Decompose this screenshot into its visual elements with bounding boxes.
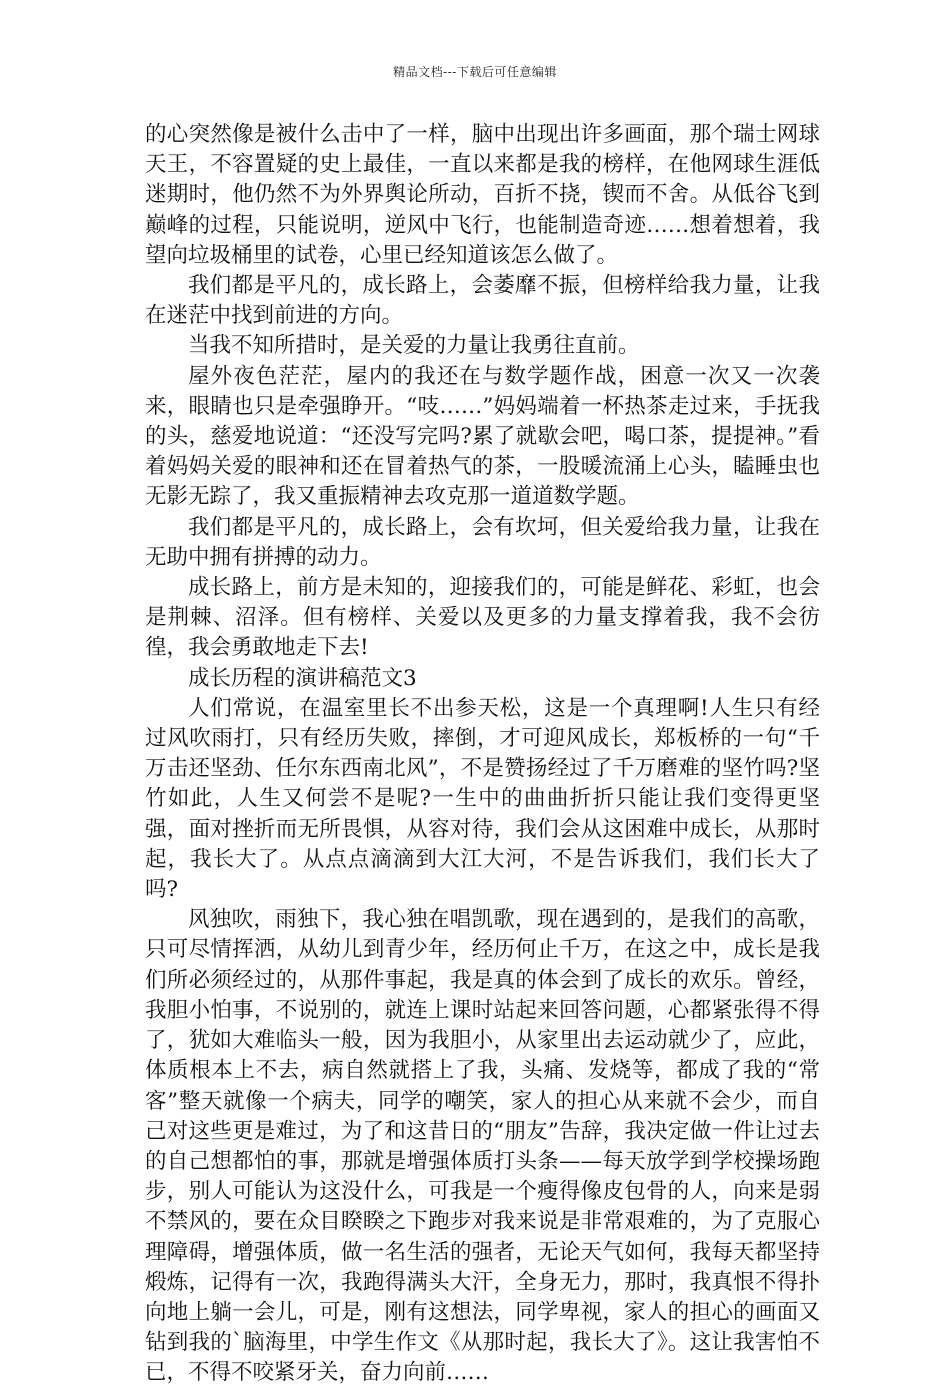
section-heading: 成长历程的演讲稿范文3 bbox=[188, 665, 417, 691]
paragraph: 风独吹，雨独下，我心独在唱凯歌，现在遇到的，是我们的高歌，只可尽情挥洒，从幼儿到青少年，经历何止千万，在这之中，成长是我们所必须经过的，从那件事起，我是真的体会到了成长的欢乐。曾经，我胆小怕事，不说别的，就连上课时站起来回答问题，心都紧张得不得了，犹如大难临头一般，因为我胆小，从家里出去运动就少了，应此，体质根本上不去，病自然就搭上了我，头痛、发烧等，都成了我的“常客”整天就像一个病夫，同学的嘲笑，家人的担心从来就不会少，而自己对这些更是难过，为了和这昔日的“朋友”告辞，我决定做一件让过去的自己想都怕的事，那就是增强体质打头条——每天放学到学校操场跑步，别人可能认为这没什么，可我是一个瘦得像皮包骨的人，向来是弱不禁风的，要在众目睽睽之下跑步对我来说是非常艰难的，为了克服心理障碍，增强体质，做一名生活的强者，无论天气如何，我每天都坚持煅炼，记得有一次，我跑得满头大汗，全身无力，那时，我真恨不得扑向地上躺一会儿，可是，刚有这想法，同学卑视，家人的担心的画面又钻到我的`脑海里，中学生作文《从那时起，我长大了》。这让我害怕不已，不得不咬紧牙关，奋力向前…… bbox=[145, 907, 820, 1386]
paragraph: 我们都是平凡的，成长路上，会有坎坷，但关爱给我力量，让我在无助中拥有拼搏的动力。 bbox=[145, 514, 820, 570]
paragraph: 成长路上，前方是未知的，迎接我们的，可能是鲜花、彩虹，也会是荆棘、沼泽。但有榜样、关爱以及更多的力量支撑着我，我不会彷徨，我会勇敢地走下去! bbox=[145, 575, 820, 661]
paragraph: 我们都是平凡的，成长路上，会萎靡不振，但榜样给我力量，让我在迷茫中找到前进的方向。 bbox=[145, 273, 820, 329]
paragraph: 的心突然像是被什么击中了一样，脑中出现出许多画面，那个瑞士网球天王，不容置疑的史上最佳，一直以来都是我的榜样，在他网球生涯低迷期时，他仍然不为外界舆论所动，百折不挠，锲而不舍。从低谷飞到巅峰的过程，只能说明，逆风中飞行，也能制造奇迹……想着想着，我望向垃圾桶里的试卷，心里已经知道该怎么做了。 bbox=[145, 122, 820, 268]
page-header: 精品文档---下载后可任意编辑 bbox=[393, 65, 557, 79]
paragraph: 人们常说，在温室里长不出参天松，这是一个真理啊!人生只有经过风吹雨打，只有经历失败，摔倒，才可迎风成长，郑板桥的一句“千万击还坚劲、任尔东西南北风”，不是赞扬经过了千万磨难的坚竹吗?坚竹如此，人生又何尝不是呢?一生中的曲曲折折只能让我们变得更坚强，面对挫折而无所畏惧，从容对待，我们会从这困难中成长，从那时起，我长大了。从点点滴滴到大江大河，不是告诉我们，我们长大了吗? bbox=[145, 695, 820, 903]
paragraph: 当我不知所措时，是关爱的力量让我勇往直前。 bbox=[188, 333, 640, 359]
paragraph: 屋外夜色茫茫，屋内的我还在与数学题作战，困意一次又一次袭来，眼睛也只是牵强睁开。“吱……”妈妈端着一杯热茶走过来，手抚我的头，慈爱地说道：“还没写完吗?累了就歇会吧，喝口茶，提提神。”看着妈妈关爱的眼神和还在冒着热气的茶，一股暖流涌上心头，瞌睡虫也无影无踪了，我又重振精神去攻克那一道道数学题。 bbox=[145, 363, 820, 510]
document-body bbox=[145, 120, 820, 1389]
